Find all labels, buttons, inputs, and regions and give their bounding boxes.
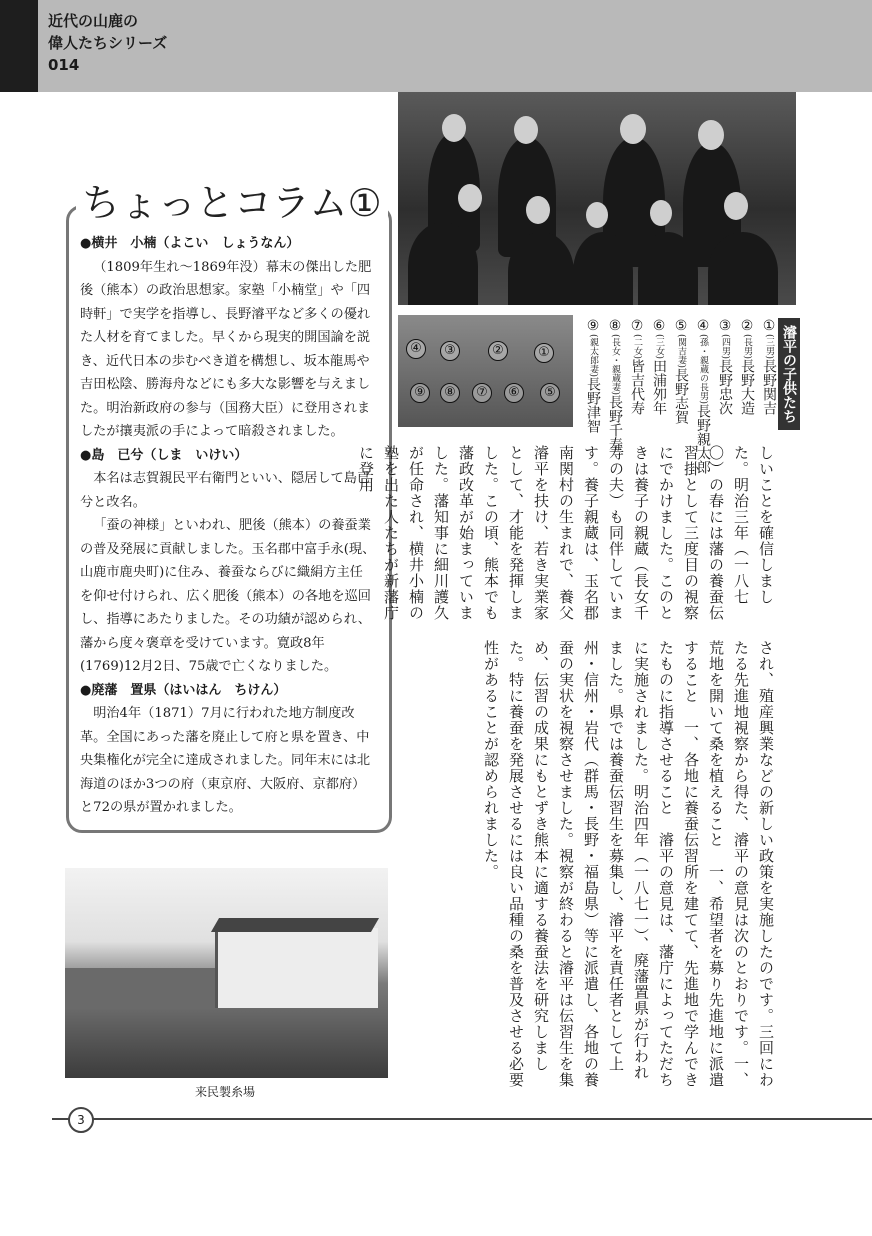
photo-figure [508,232,574,305]
key-label-2: ② [488,341,508,361]
body-paragraph: され、殖産興業などの新しい政策を実施したのです。三回にわたる先進地視察から得た、濬平の意見は次のとおりです。一、荒地を開いて桑を植えること 一、希望者を募り先進地に派遣すること 一、各地に養蚕伝習所を建てて、先進地で学んできたものに指導させること 濬平の意見は、藩庁によってただちに実施されました。明治四年（一八七一）、廃藩置県が行われました。県では養蚕伝習生を募集し、濬平を責任者として上州・信州・岩代（群馬・長野・福島県）等に派遣し、各地の養蚕の実状を視察させました。視察が終わると濬平は伝習生を集め、伝習の成果にもとずき熊本に適する養蚕法を研究しました。特に養蚕を発展させるには良い品種の桑を普及させる必要性があることが認められました。 [482,640,775,1088]
yokoi-heading: ●横井 小楠（よこい しょうなん） [80,236,300,251]
item-number: ① [761,318,777,334]
photo-figure [638,232,698,305]
photo-figure [573,232,633,305]
haihan-heading: ●廃藩 置県（はいはん ちけん） [80,682,287,698]
item-note: (三男) [764,334,774,360]
list-item [604,318,626,452]
photo-face [514,116,538,144]
list-item [736,318,758,430]
item-name: 長野津智 [585,377,601,434]
item-name: 長野志賀 [673,368,689,425]
item-note: (二女) [632,334,642,360]
key-label-4: ④ [406,339,426,359]
silk-mill-photo [65,868,388,1078]
item-note: (三女) [654,334,664,360]
item-name: 長野千寿 [607,395,623,452]
item-note: (関吉妻) [676,334,686,369]
page-number: 3 [68,1107,94,1133]
photo-face [698,120,724,150]
key-label-8: ⑧ [440,383,460,403]
item-name: 長野関吉 [761,359,777,416]
list-item [714,318,736,430]
key-label-1: ① [534,343,554,363]
haihan-text: 明治4年（1871）7月に行われた地方制度改革。全国にあった藩を廃止して府と県を置き、中央集権化が完全に達成されました。同年末には北海道のほか3つの府（東京府、大阪府、京都府）と72の県が置かれました。 [80,706,371,815]
list-item [582,318,604,434]
column-body [80,232,376,820]
series-title-line1: 近代の山鹿の [48,12,139,30]
mill-wall [65,968,215,1008]
mill-building [215,928,378,1008]
item-number: ⑧ [607,318,623,334]
item-name: 田浦夘年 [651,359,667,416]
list-item [692,318,714,475]
key-label-7: ⑦ [472,383,492,403]
item-note: (孫・親蔵の長男) [698,334,708,405]
item-number: ② [739,318,755,334]
item-name: 長野忠次 [717,359,733,416]
photo-face [586,202,608,228]
item-note: (長女・親蔵妻) [610,334,620,396]
page-header [0,0,872,92]
item-number: ⑦ [629,318,645,334]
key-label-5: ⑤ [540,383,560,403]
photo-figure [708,232,778,305]
item-number: ③ [717,318,733,334]
item-number: ⑤ [673,318,689,334]
photo-face [620,114,646,144]
list-item [758,318,780,430]
item-note: (長男) [742,334,752,360]
item-note: (四男) [720,334,730,360]
mill-roof [211,918,379,932]
key-label-3: ③ [440,341,460,361]
photo-figure [408,222,478,305]
shima-heading: ●島 已兮（しま いけい） [80,447,248,463]
photo-face [724,192,748,220]
series-title [48,10,167,76]
key-photo [398,315,573,427]
list-item [626,318,648,430]
item-name: 皆吉代寿 [629,359,645,416]
footer-rule [52,1118,872,1120]
column-title: ちょっとコラム① [76,178,388,228]
shima-text-1: 本名は志賀親民平右衛門といい、隠居して島已兮と改名。 [80,471,371,510]
item-number: ⑨ [585,318,601,334]
yokoi-text: （1809年生れ～1869年没）幕末の傑出した肥後（熊本）の政治思想家。家塾「小楠堂」や「四時軒」で実学を指導し、長野濬平など多くの優れた人材を育てました。早くから現実的開国論を説き、近代日本の歩むべき道を構想し、坂本龍馬や吉田松陰、勝海舟などにも多大な影響を与えました。明治新政府の参与（国務大臣）に登用されましたが攘夷派の手によって暗殺されました。 [80,259,372,439]
item-number: ④ [695,318,711,334]
header-black-block [0,0,38,92]
series-number: 014 [48,56,80,74]
item-name: 長野大造 [739,359,755,416]
shima-text-2: 「蚕の神様」といわれ、肥後（熊本）の養蚕業の普及発展に貢献しました。玉名郡中富手永(現、山鹿市鹿央町)に住み、養蚕ならびに織絹方主任を仰せ付けられ、広く肥後（熊本）の各地を巡回し、指導にあたりました。その功績が認められ、藩から度々褒章を受けています。寛政8年(1769)12月2日、75歳で亡くなりました。 [80,518,376,674]
children-list [582,318,780,475]
item-name: 長野親太郎 [695,404,711,475]
key-label-9: ⑨ [410,383,430,403]
photo-face [650,200,672,226]
body-text-lower [398,640,778,1090]
photo-face [442,114,466,142]
photo-face [526,196,550,224]
list-item [670,318,692,430]
item-number: ⑥ [651,318,667,334]
item-note: (親太郎妻) [588,334,598,378]
body-text-upper [357,445,778,625]
photo-face [458,184,482,212]
family-photo [398,92,796,305]
list-item [648,318,670,430]
series-title-line2: 偉人たちシリーズ [48,34,168,52]
key-label-6: ⑥ [504,383,524,403]
body-paragraph: しいことを確信しました。明治三年（一八七〇）の春には藩の養蚕伝習掛として三度目の視察にでかけました。このときは養子の親蔵（長女千寿の夫）も同伴しています。養子親蔵は、玉名郡南関村の生まれで、養父濬平を扶け、若き実業家として、才能を発揮しました。この頃、熊本でも藩政改革が始まっていました。藩知事に細川護久が任命され、横井小楠の塾を出た人たちが新藩庁に登用 [357,445,775,621]
children-title: 濬平の子供たち [778,318,800,430]
photo-caption: 来民製糸場 [194,1085,255,1099]
